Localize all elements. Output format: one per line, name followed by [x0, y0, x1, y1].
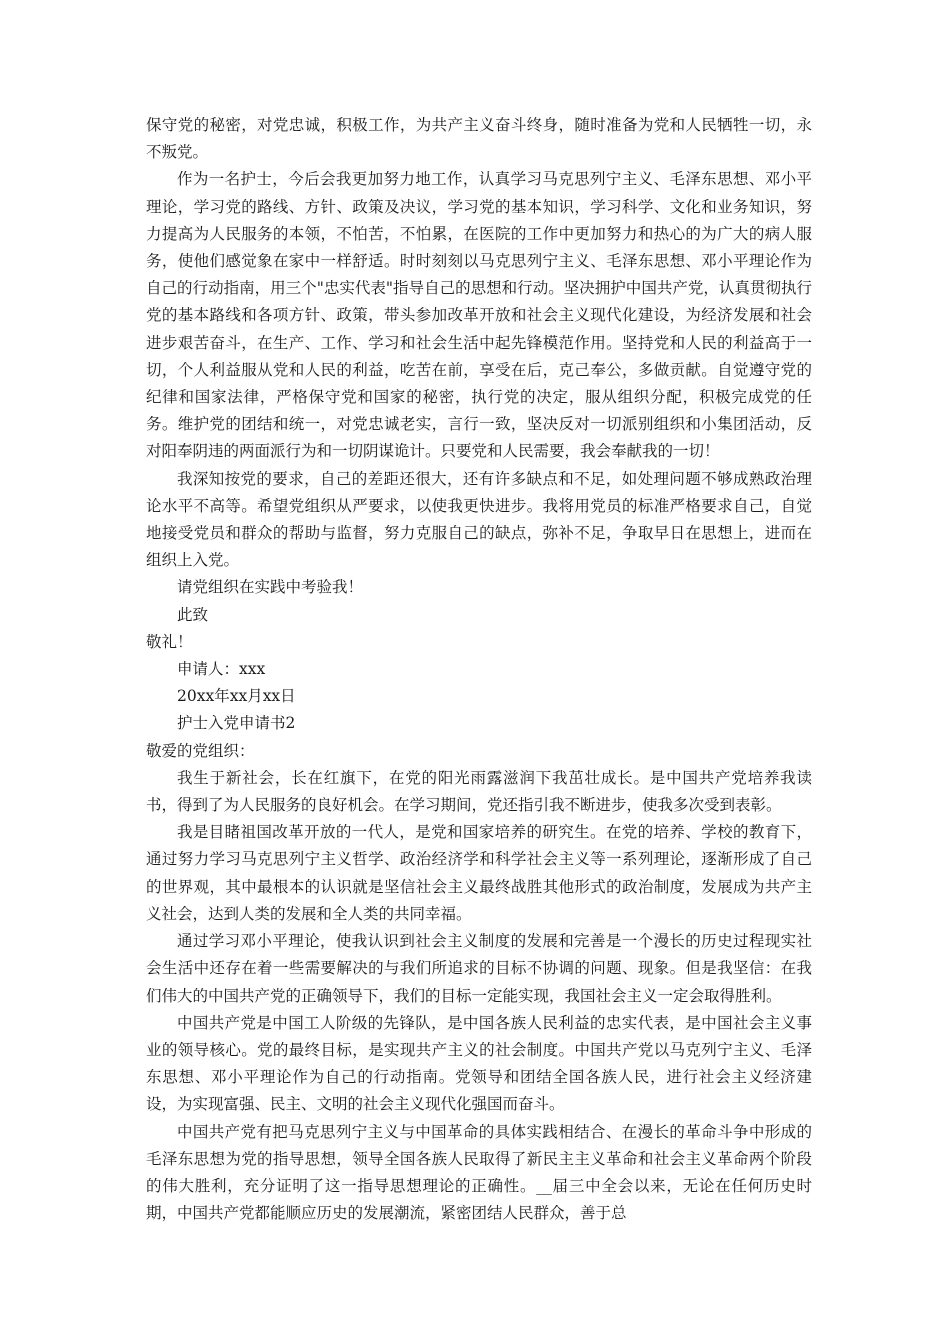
document-body [146, 112, 812, 1227]
closing-ci-zhi: 此致 [177, 605, 209, 624]
paragraph-upbringing: 我生于新社会，长在红旗下，在党的阳光雨露滋润下我茁壮成长。是中国共产党培养我读书，得到了为人民服务的良好机会。在学习期间，党还指引我不断进步，使我多次受到表彰。 [146, 768, 812, 815]
application-date: 20xx年xx月xx日 [177, 687, 296, 706]
closing-salute: 敬礼！ [146, 632, 193, 651]
paragraph-worldview: 我是目睹祖国改革开放的一代人，是党和国家培养的研究生。在党的培养、学校的教育下，通过努力学习马克思列宁主义哲学、政治经济学和科学社会主义等一系列理论，逐渐形成了自己的世界观，其中最根本的认识就是坚信社会主义最终战胜其他形式的政治制度，发展成为共产主义社会，达到人类的发展和全人类的共同幸福。 [146, 823, 812, 923]
paragraph-self-assessment: 我深知按党的要求，自己的差距还很大，还有许多缺点和不足，如处理问题不够成熟政治理论水平不高等。希望党组织从严要求，以使我更快进步。我将用党员的标准严格要求自己，自觉地接受党员和群众的帮助与监督，努力克服自己的缺点，弥补不足，争取早日在思想上，进而在组织上入党。 [146, 469, 812, 570]
paragraph-deng-theory: 通过学习邓小平理论，使我认识到社会主义制度的发展和完善是一个漫长的历史过程现实社会生活中还存在着一些需要解决的与我们所追求的目标不协调的问题、现象。但是我坚信：在我们伟大的中国共产党的正确领导下，我们的目标一定能实现，我国社会主义一定会取得胜利。 [146, 932, 812, 1005]
salutation: 敬爱的党组织： [146, 741, 255, 760]
paragraph-nurse-commitment: 作为一名护士，今后会我更加努力地工作，认真学习马克思列宁主义、毛泽东思想、邓小平理论，学习党的路线、方针、政策及决议，学习党的基本知识，学习科学、文化和业务知识，努力提高为人民服务的本领，不怕苦，不怕累，在医院的工作中更加努力和热心的为广大的病人服务，使他们感觉象在家中一样舒适。时时刻刻以马克思列宁主义、毛泽东思想、邓小平理论作为自己的行动指南，用三个"忠实代表"指导自己的思想和行动。坚决拥护中国共产党，认真贯彻执行党的基本路线和各项方针、政策，带头参加改革开放和社会主义现代化建设，为经济发展和社会进步艰苦奋斗，在生产、工作、学习和社会生活中起先锋模范作用。坚持党和人民的利益高于一切，个人利益服从党和人民的利益，吃苦在前，享受在后，克己奉公，多做贡献。自觉遵守党的纪律和国家法律，严格保守党和国家的秘密，执行党的决定，服从组织分配，积极完成党的任务。维护党的团结和统一，对党忠诚老实，言行一致，坚决反对一切派别组织和小集团活动，反对阳奉阴违的两面派行为和一切阴谋诡计。只要党和人民需要，我会奉献我的一切！ [146, 170, 812, 461]
closing-request: 请党组织在实践中考验我！ [177, 578, 364, 597]
paragraph-continuation: 保守党的秘密，对党忠诚，积极工作，为共产主义奋斗终身，随时准备为党和人民牺牲一切，永不叛党。 [146, 116, 812, 162]
paragraph-party-nature: 中国共产党是中国工人阶级的先锋队，是中国各族人民利益的忠实代表，是中国社会主义事业的领导核心。党的最终目标，是实现共产主义的社会制度。中国共产党以马克列宁主义、毛泽东思想、邓小平理论作为自己的行动指南。党领导和团结全国各族人民，进行社会主义经济建设，为实现富强、民主、文明的社会主义现代化强国而奋斗。 [146, 1013, 812, 1114]
paragraph-guiding-thought: 中国共产党有把马克思列宁主义与中国革命的具体实践相结合、在漫长的革命斗争中形成的毛泽东思想为党的指导思想，领导全国各族人民取得了新民主主义革命和社会主义革命两个阶段的伟大胜利，充分证明了这一指导思想理论的正确性。__届三中全会以来，无论在任何历史时期，中国共产党都能顺应历史的发展潮流，紧密团结人民群众，善于总 [146, 1122, 812, 1223]
section-title: 护士入党申请书2 [177, 714, 296, 733]
applicant-signature: 申请人：xxx [177, 660, 266, 679]
